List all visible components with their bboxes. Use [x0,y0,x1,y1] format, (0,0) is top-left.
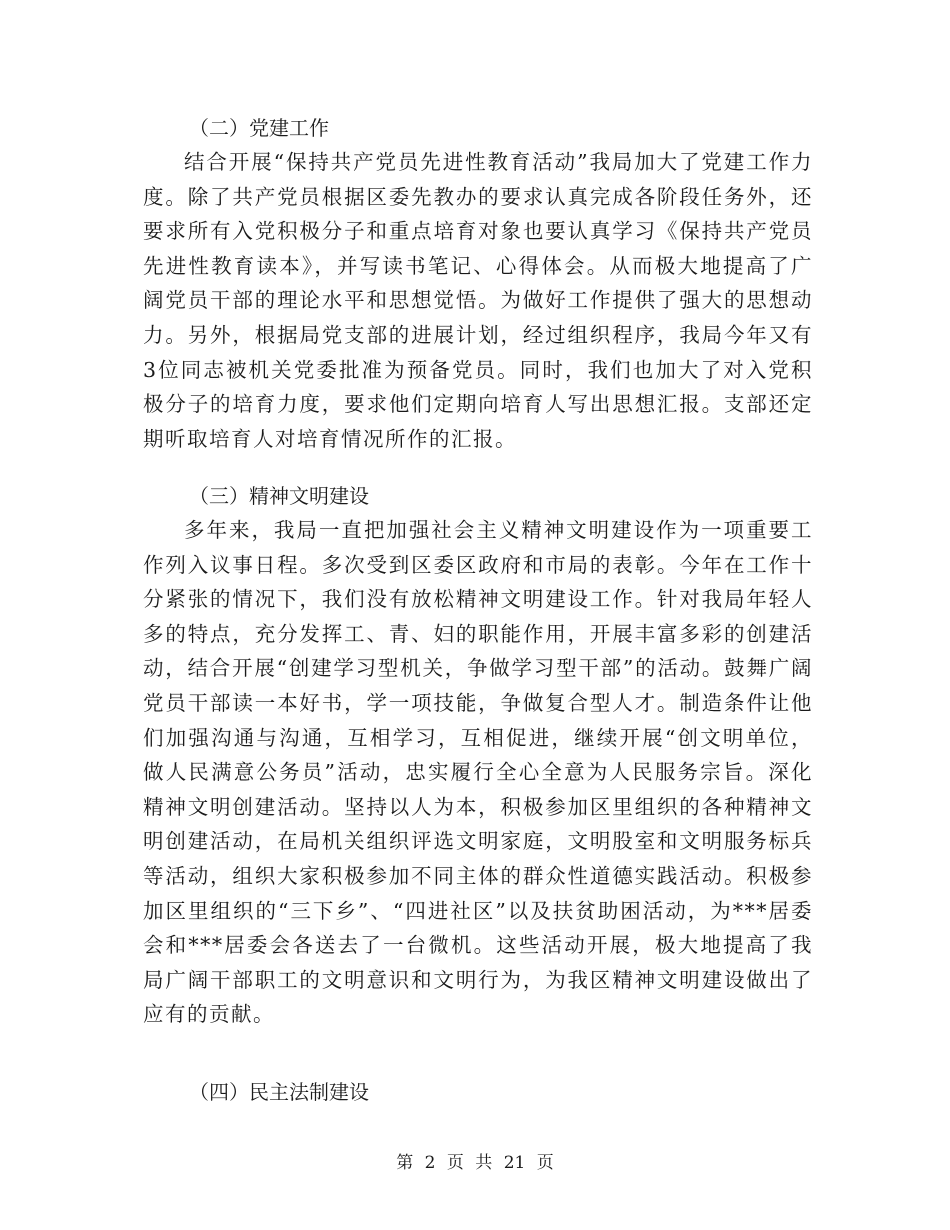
page-number-footer: 第 2 页 共 21 页 [396,1153,554,1173]
section-heading-spiritual-civilization: （三）精神文明建设 [189,484,369,508]
paragraph-party-building: 结合开展“保持共产党员先进性教育活动”我局加大了党建工作力度。除了共产党员根据区委先教办的要求认真完成各阶段任务外，还要求所有入党积极分子和重点培育对象也要认真学习《保持共产党员先进性教育读本》，并写读书笔记、心得体会。从而极大地提高了广阔党员干部的理论水平和思想觉悟。为做好工作提供了强大的思想动力。另外，根据局党支部的进展计划，经过组织程序，我局今年又有3位同志被机关党委批准为预备党员。同时，我们也加大了对入党积极分子的培育力度，要求他们定期向培育人写出思想汇报。支部还定期听取培育人对培育情况所作的汇报。 [143,150,813,451]
section-heading-democracy-law: （四）民主法制建设 [189,1080,369,1104]
section-heading-party-building: （二）党建工作 [189,116,329,140]
paragraph-spiritual-civilization: 多年来，我局一直把加强社会主义精神文明建设作为一项重要工作列入议事日程。多次受到区委区政府和市局的表彰。今年在工作十分紧张的情况下，我们没有放松精神文明建设工作。针对我局年轻人多的特点，充分发挥工、青、妇的职能作用，开展丰富多彩的创建活动，结合开展“创建学习型机关，争做学习型干部”的活动。鼓舞广阔党员干部读一本好书，学一项技能，争做复合型人才。制造条件让他们加强沟通与沟通，互相学习，互相促进，继续开展“创文明单位，做人民满意公务员”活动，忠实履行全心全意为人民服务宗旨。深化精神文明创建活动。坚持以人为本，积极参加区里组织的各种精神文明创建活动，在局机关组织评选文明家庭，文明股室和文明服务标兵等活动，组织大家积极参加不同主体的群众性道德实践活动。积极参加区里组织的“三下乡”、“四进社区”以及扶贫助困活动，为***居委会和***居委会各送去了一台微机。这些活动开展，极大地提高了我局广阔干部职工的文明意识和文明行为，为我区精神文明建设做出了应有的贡献。 [143,518,813,1027]
